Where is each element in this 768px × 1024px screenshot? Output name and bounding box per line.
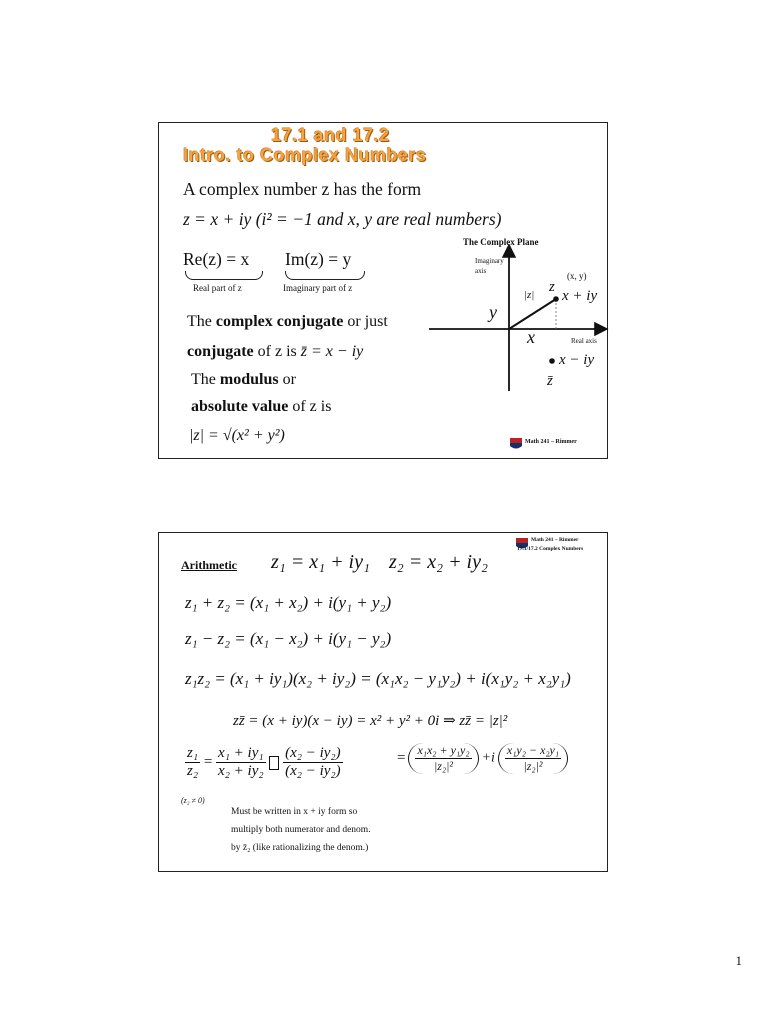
zbar-expression: x − iy	[559, 352, 595, 368]
result-real-fraction	[415, 743, 471, 774]
z1-over-z2	[185, 745, 200, 780]
real-axis-label: Real axis	[571, 337, 597, 345]
conj-text-1: The	[187, 313, 212, 330]
definition-line	[183, 179, 421, 200]
note-line3: by z̄₂ (like rationalizing the denom.)	[231, 843, 369, 853]
real-part-formula: Re(z) = x	[183, 249, 250, 269]
plus-i: +i	[481, 750, 495, 766]
real-part-label: Real part of z	[193, 283, 242, 293]
conj-bold-1: complex conjugate	[215, 313, 344, 330]
fraction-2-denominator: (x₂ − iy₂)	[285, 763, 341, 779]
zbar-point	[549, 358, 555, 364]
zbar-label: z̄	[547, 373, 553, 389]
modulus-vector	[509, 299, 556, 329]
quotient-numerator: z₁	[187, 745, 199, 761]
quotient-result	[397, 743, 568, 774]
slide2-header-line1: Math 241 – Rimmer	[531, 537, 579, 543]
sum-formula: z₁ + z₂ = (x₁ + x₂) + i(y₁ + y₂)	[185, 593, 392, 612]
modulus-line1	[191, 371, 296, 389]
nonzero-condition: (z₂ ≠ 0)	[181, 796, 205, 805]
conj-bold-2: conjugate	[187, 343, 254, 360]
definition-text: A complex number z has the form	[183, 179, 422, 199]
modulus-line2	[191, 398, 331, 416]
page-number: 1	[735, 953, 742, 968]
imag-part-group	[498, 743, 568, 774]
imaginary-part-label: Imaginary part of z	[283, 283, 353, 293]
result-imag-fraction	[505, 743, 561, 774]
equals-sign-2: =	[397, 750, 406, 766]
z-expression: x + iy	[562, 288, 598, 304]
imaginary-axis-label: Imaginary axis	[475, 257, 504, 275]
quotient-formula	[185, 745, 343, 780]
result-real-numerator: x₁x₂ + y₁y₂	[417, 743, 470, 757]
modulus-label: |z|	[524, 289, 535, 301]
result-real-denominator: |z₂|²	[433, 759, 454, 773]
complex-plane-svg	[421, 243, 609, 393]
note-line1: Must be written in x + iy form so	[231, 807, 358, 817]
penn-shield-logo	[509, 437, 522, 449]
conj-text-3: of z is	[257, 343, 297, 360]
quotient-denominator: z₂	[187, 763, 199, 779]
plane-title: The Complex Plane	[463, 237, 539, 247]
conj-text-2: or just	[347, 313, 388, 330]
conjugate-line2	[187, 343, 363, 361]
slide-complex-arithmetic	[158, 532, 608, 872]
mod-text-2: or	[282, 371, 296, 388]
z1-definition: z₁ = x₁ + iy₁	[271, 551, 370, 573]
z-zbar-formula: zz̄ = (x + iy)(x − iy) = x² + y² + 0i ⇒ zz̄ = |z|²	[233, 713, 508, 729]
real-part-brace	[185, 271, 263, 280]
conjugate-formula: z̄ = x − iy	[300, 343, 364, 360]
result-imag-numerator: x₁y₂ − x₂y₁	[506, 743, 559, 757]
mod-text-3: of z is	[292, 398, 332, 415]
fraction-1-denominator: x₂ + iy₂	[218, 763, 264, 779]
fraction-2-numerator: (x₂ − iy₂)	[285, 745, 341, 761]
z-label: z	[549, 279, 555, 295]
slide-title-line2: Intro. to Complex Numbers	[183, 145, 427, 165]
result-imag-denominator: |z₂|²	[523, 759, 543, 773]
mod-bold-2: absolute value	[191, 398, 289, 415]
conjugate-line1	[187, 313, 388, 331]
fraction-1-numerator: x₁ + iy₁	[218, 745, 264, 761]
z-point	[553, 296, 559, 302]
slide1-footer: Math 241 – Rimmer	[525, 439, 577, 445]
product-formula: z₁z₂ = (x₁ + iy₁)(x₂ + iy₂) = (x₁x₂ − y₁y₂) + i(x₁y₂ + x₂y₁)	[185, 669, 571, 688]
mod-bold-1: modulus	[219, 371, 279, 388]
x-label: x	[527, 327, 535, 347]
multiply-box	[269, 756, 279, 770]
slide-intro-complex-numbers	[158, 122, 608, 459]
imaginary-part-formula: Im(z) = y	[285, 249, 352, 269]
imaginary-part-brace	[285, 271, 365, 280]
mod-text-1: The	[191, 371, 216, 388]
slide2-header-line2: 17.1/17.2 Complex Numbers	[517, 546, 584, 552]
form-formula: z = x + iy (i² = −1 and x, y are real numbers)	[183, 209, 502, 229]
modulus-formula: |z| = √(x² + y²)	[189, 427, 285, 444]
equals-sign-1: =	[203, 754, 213, 770]
note-line2: multiply both numerator and denom.	[231, 825, 371, 835]
fraction-1	[216, 745, 266, 780]
z2-definition: z₂ = x₂ + iy₂	[389, 551, 488, 573]
point-coordinates: (x, y)	[567, 271, 587, 281]
real-part-group	[408, 743, 478, 774]
arithmetic-label: Arithmetic	[181, 558, 237, 572]
difference-formula: z₁ − z₂ = (x₁ − x₂) + i(y₁ − y₂)	[185, 629, 392, 648]
y-label: y	[489, 302, 497, 322]
fraction-2	[283, 745, 343, 780]
slide-title-line1: 17.1 and 17.2	[271, 125, 390, 145]
